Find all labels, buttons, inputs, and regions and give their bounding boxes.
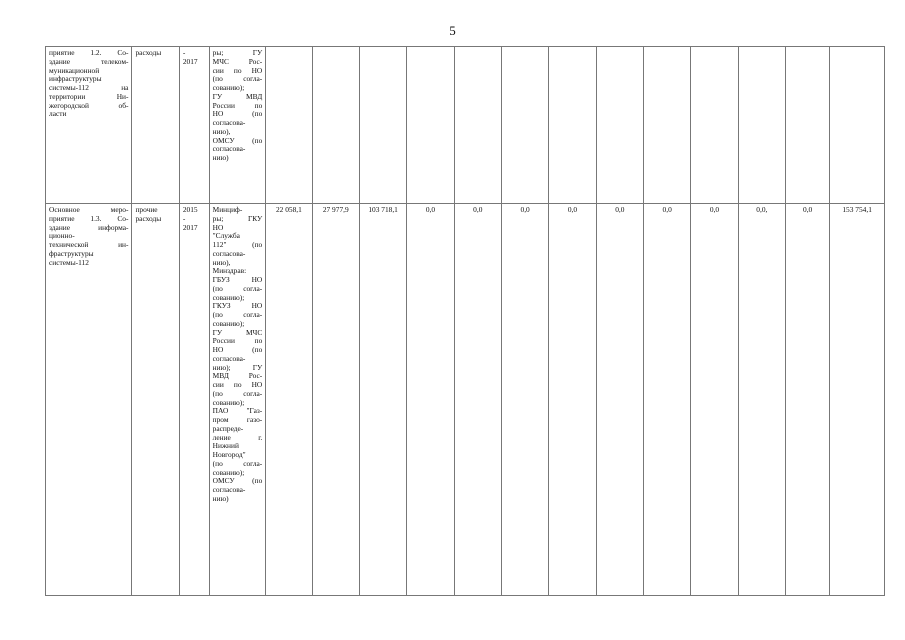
cell-text-line: 2017 xyxy=(182,222,198,232)
value-cell xyxy=(549,47,596,204)
cell-text-line: - xyxy=(182,48,186,57)
expense-type-cell xyxy=(132,47,179,204)
value-cell xyxy=(643,47,690,204)
cell-text-line: нию); ГУ xyxy=(212,362,263,372)
table-row xyxy=(46,204,885,596)
cell-text-line: ление г. xyxy=(212,432,263,442)
cell-text-line: (по согла- xyxy=(212,458,263,468)
page-number: 5 xyxy=(449,23,456,38)
cell-text-line: сованию); xyxy=(212,292,245,302)
value-cell xyxy=(691,47,738,204)
cell-text-line: ласти xyxy=(49,109,67,119)
executors-cell xyxy=(209,47,266,204)
cell-text-line: территории Ни- xyxy=(49,91,129,101)
value-cell xyxy=(359,47,406,204)
total-value-cell: 153 754,1 xyxy=(830,204,885,596)
value-cell xyxy=(501,47,548,204)
cell-text-line: ОМСУ (по xyxy=(212,476,263,486)
cell-text-line: Новгород" xyxy=(212,450,246,459)
cell-text-line: согласова- xyxy=(212,485,246,494)
value-cell: 0,0 xyxy=(786,204,830,596)
cell-text-line: МВД Рос- xyxy=(212,371,263,381)
value-cell: 0,0 xyxy=(643,204,690,596)
cell-text-line: (по согла- xyxy=(212,283,263,293)
cell-text-line: жегородской об- xyxy=(49,100,129,110)
value-cell: 0,0 xyxy=(501,204,548,596)
value-cell xyxy=(454,47,501,204)
cell-text-line: (по согла- xyxy=(212,388,263,398)
value-cell: 0,0 xyxy=(596,204,643,596)
cell-text-line: - xyxy=(182,213,186,223)
cell-text-line: ры; ГКУ xyxy=(212,213,263,223)
cell-text-line: согласова- xyxy=(212,118,246,127)
cell-text-line: распреде- xyxy=(212,423,244,433)
cell-text-line: НО (по xyxy=(212,109,263,119)
cell-text-line: сованию); xyxy=(212,83,245,92)
value-cell xyxy=(266,47,312,204)
cell-text-line: системы-112 на xyxy=(49,83,129,92)
cell-text-line: инфраструктуры xyxy=(49,74,102,84)
cell-text-line: расходы xyxy=(135,48,162,57)
program-table xyxy=(45,46,885,596)
period-cell xyxy=(179,204,209,596)
cell-text-line: нию), xyxy=(212,257,231,267)
value-cell xyxy=(312,47,359,204)
cell-text-line: сии по НО xyxy=(212,65,263,75)
cell-text-line: ОМСУ (по xyxy=(212,135,263,145)
cell-text-line: России по xyxy=(212,100,263,110)
cell-text-line: прочие xyxy=(135,205,158,214)
value-cell: 0,0, xyxy=(738,204,785,596)
cell-text-line: 112" (по xyxy=(212,240,263,249)
value-cell: 27 977,9 xyxy=(312,204,359,596)
expense-type-cell xyxy=(132,204,179,596)
cell-text-line: НО xyxy=(212,222,224,232)
cell-text-line: согласова- xyxy=(212,248,246,258)
measure-name-cell xyxy=(46,204,132,596)
cell-text-line: ГУ МЧС xyxy=(212,327,263,337)
cell-text-line: ГУ МВД xyxy=(212,91,263,101)
measure-name-cell xyxy=(46,47,132,204)
cell-text-line: Минциф- xyxy=(212,205,243,214)
value-cell: 22 058,1 xyxy=(266,204,312,596)
cell-text-line: 2017 xyxy=(182,56,198,66)
table-row xyxy=(46,47,885,204)
cell-text-line: НО (по xyxy=(212,345,263,354)
value-cell: 0,0 xyxy=(549,204,596,596)
cell-text-line: "Служба xyxy=(212,231,240,241)
cell-text-line: ГБУЗ НО xyxy=(212,275,263,284)
cell-text-line: согласова- xyxy=(212,353,246,363)
cell-text-line: нию) xyxy=(212,153,229,162)
cell-text-line: ГКУЗ НО xyxy=(212,301,263,311)
cell-text-line: нию) xyxy=(212,493,229,503)
value-cell xyxy=(596,47,643,204)
executors-cell xyxy=(209,204,266,596)
cell-text-line: системы-112 xyxy=(49,257,89,267)
cell-text-line: расходы xyxy=(135,213,162,223)
cell-text-line: (по согла- xyxy=(212,310,263,319)
cell-text-line: ционно- xyxy=(49,231,75,241)
cell-text-line: здание информа- xyxy=(49,222,129,232)
value-cell: 0,0 xyxy=(407,204,454,596)
cell-text-line: (по согла- xyxy=(212,74,263,84)
cell-text-line: приятие 1.2. Со- xyxy=(49,48,129,57)
cell-text-line: Основное меро- xyxy=(49,205,129,214)
cell-text-line: сованию); xyxy=(212,467,245,477)
period-cell xyxy=(179,47,209,204)
cell-text-line: сованию); xyxy=(212,318,245,328)
cell-text-line: муникационной xyxy=(49,65,100,75)
value-cell xyxy=(407,47,454,204)
total-value-cell xyxy=(830,47,885,204)
cell-text-line: МЧС Рос- xyxy=(212,56,263,66)
cell-text-line: нию), xyxy=(212,126,231,136)
cell-text-line: ПАО "Газ- xyxy=(212,406,263,416)
cell-text-line: ры; ГУ xyxy=(212,48,263,57)
cell-text-line: 2015 xyxy=(182,205,198,214)
cell-text-line: Нижний xyxy=(212,441,239,451)
cell-text-line: согласова- xyxy=(212,144,246,154)
value-cell: 103 718,1 xyxy=(359,204,406,596)
cell-text-line: сии по НО xyxy=(212,380,263,389)
cell-text-line: России по xyxy=(212,336,263,346)
cell-text-line: технической ин- xyxy=(49,240,129,249)
cell-text-line: фраструктуры xyxy=(49,248,94,258)
cell-text-line: Минздрав: xyxy=(212,266,247,276)
cell-text-line: сованию); xyxy=(212,397,245,407)
value-cell xyxy=(738,47,785,204)
value-cell: 0,0 xyxy=(454,204,501,596)
value-cell xyxy=(786,47,830,204)
cell-text-line: здание телеком- xyxy=(49,56,129,66)
cell-text-line: приятие 1.3. Со- xyxy=(49,213,129,223)
value-cell: 0,0 xyxy=(691,204,738,596)
cell-text-line: пром газо- xyxy=(212,415,263,424)
